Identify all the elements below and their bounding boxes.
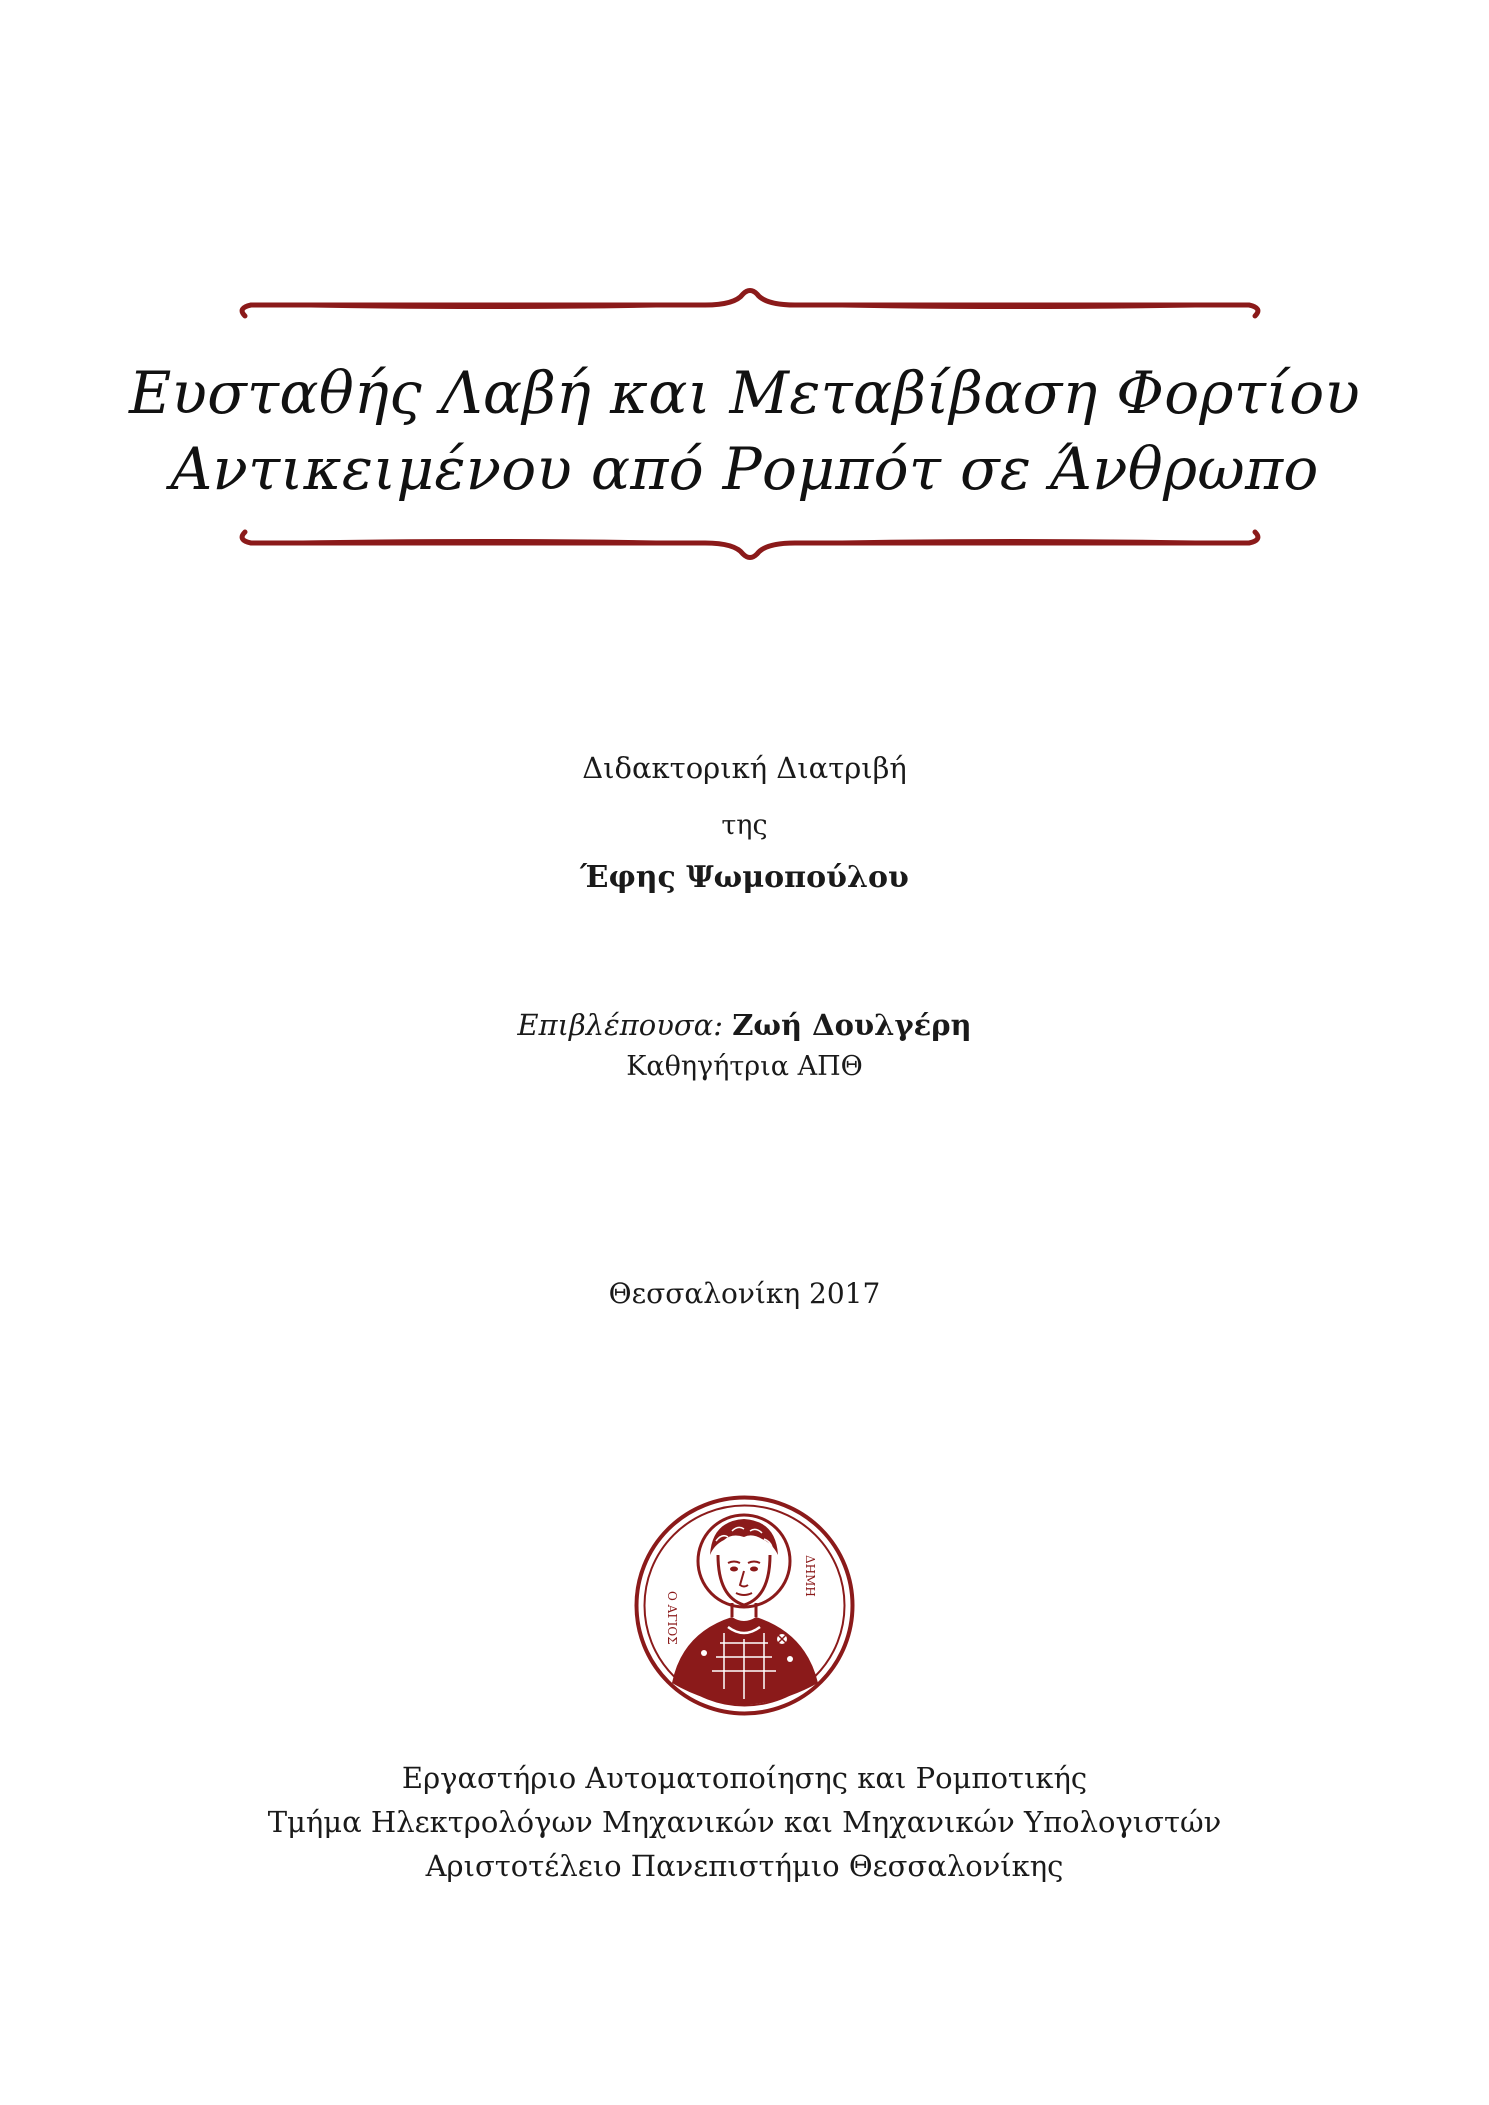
supervisor-title: Καθηγήτρια ΑΠΘ xyxy=(626,1051,863,1082)
affiliation-lab: Εργαστήριο Αυτοματοποίησης και Ρομποτικής xyxy=(401,1761,1088,1795)
thesis-title-line-2: Αντικειμένου από Ρομπότ σε Άνθρωπο xyxy=(170,435,1319,503)
thesis-of: της xyxy=(721,810,768,841)
seal-left-inscription: Ο ΑΓΙΟΣ xyxy=(665,1591,679,1645)
thesis-title xyxy=(0,355,1489,507)
supervisor-line xyxy=(0,1005,1489,1045)
affiliation-university: Αριστοτέλειο Πανεπιστήμιο Θεσσαλονίκης xyxy=(425,1849,1064,1883)
supervisor-role: Επιβλέπουσα: xyxy=(517,1008,723,1042)
supervisor-name: Ζωή Δουλγέρη xyxy=(732,1008,972,1042)
thesis-title-line-1: Ευσταθής Λαβή και Μεταβίβαση Φορτίου xyxy=(128,359,1361,427)
affiliation-department: Τμήμα Ηλεκτρολόγων Μηχανικών και Μηχανικών Υπολογιστών xyxy=(267,1805,1222,1839)
bottom-ornament xyxy=(235,520,1265,560)
place-date: Θεσσαλονίκη 2017 xyxy=(608,1277,881,1310)
university-seal-icon xyxy=(632,1493,857,1718)
top-ornament xyxy=(235,288,1265,328)
thesis-type: Διδακτορική Διατριβή xyxy=(582,751,907,785)
author-name: Έφης Ψωμοπούλου xyxy=(580,860,909,895)
seal-right-inscription: ΔΗΜΗ xyxy=(803,1555,817,1597)
